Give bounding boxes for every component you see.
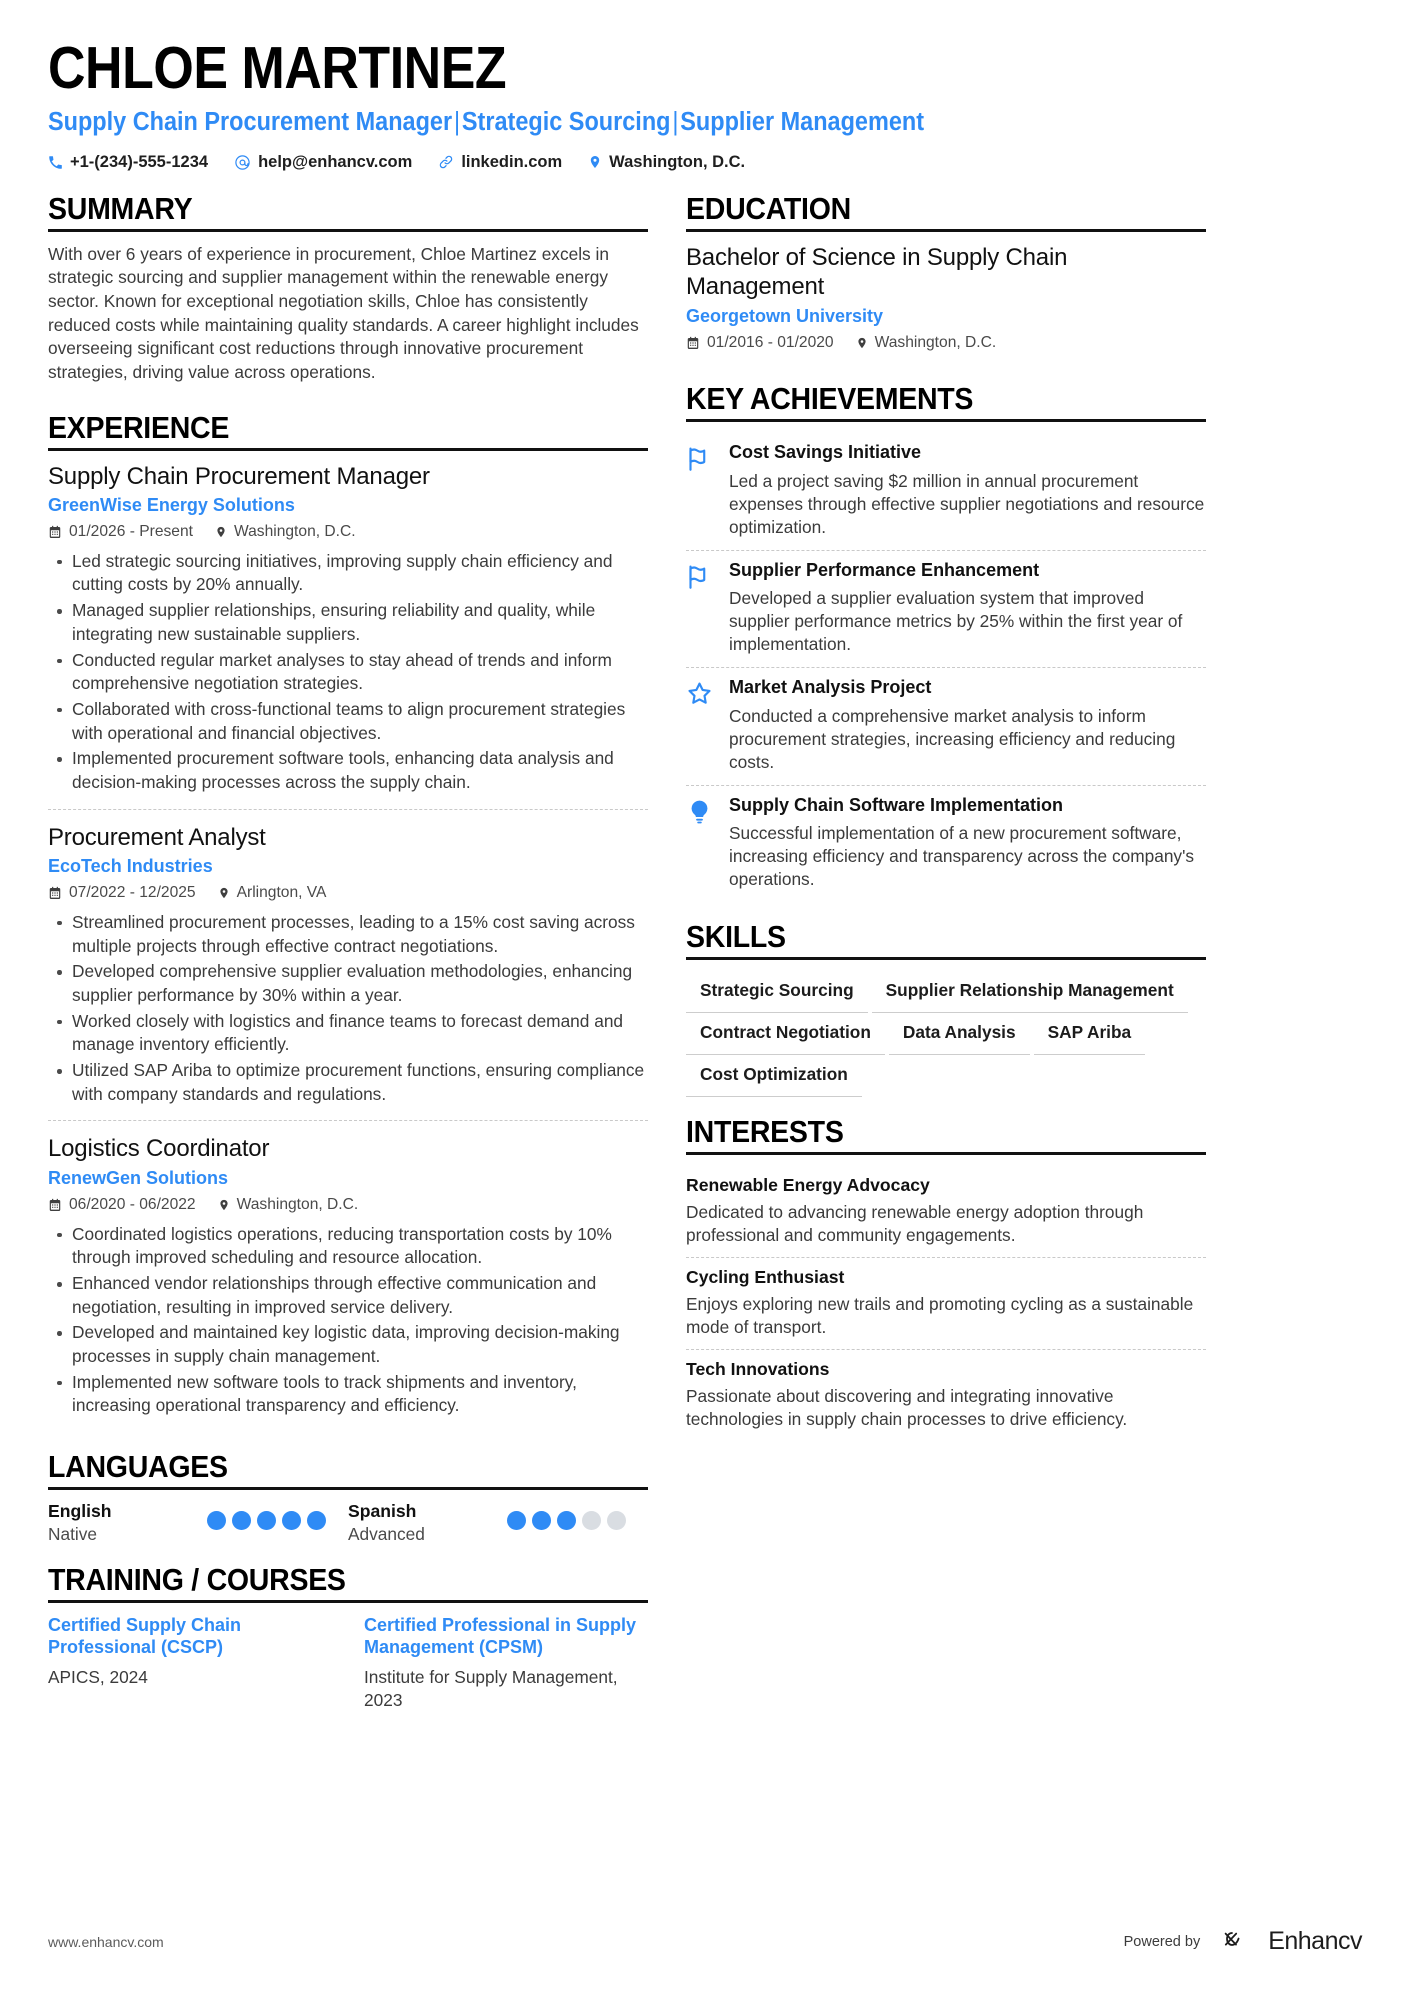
right-column [686,192,1206,1447]
entry-dates [48,884,196,902]
phone-icon [48,155,63,170]
section-title-education: EDUCATION [686,190,851,226]
entry-dates-value: 06/2020 - 06/2022 [69,1195,196,1213]
responsibility-list [48,550,648,795]
resume-columns [48,192,1362,1718]
company-name[interactable]: RenewGen Solutions [48,1167,229,1188]
link-icon [438,154,454,170]
contact-phone[interactable] [48,153,208,172]
degree-title: Bachelor of Science in Supply Chain Management [686,243,1068,300]
language-name: Spanish [348,1500,417,1521]
achievement-title: Market Analysis Project [729,677,932,698]
dot-filled [307,1511,326,1530]
achievement-item [686,785,1206,903]
responsibility-list [48,1223,648,1419]
language-level: Advanced [348,1523,425,1544]
entry-meta [686,334,1206,352]
page-title: CHLOE MARTINEZ [48,35,507,101]
section-title-experience: EXPERIENCE [48,409,230,445]
list-item: Conducted regular market analyses to stay ahead of trends and inform comprehensive negotiation strategies. [48,649,648,696]
interest-item [686,1166,1206,1257]
language-item [48,1501,348,1545]
interest-title: Cycling Enthusiast [686,1266,845,1287]
contact-location [588,153,745,172]
course-title[interactable]: Certified Supply Chain Professional (CSCP) [48,1614,242,1658]
dot-empty [582,1511,601,1530]
headline-part-1: Strategic Sourcing [461,107,671,136]
contact-location-value: Washington, D.C. [609,152,746,171]
skill-tag: Supplier Relationship Management [872,971,1188,1013]
language-name: English [48,1500,112,1521]
achievement-description: Conducted a comprehensive market analysis to inform procurement strategies, increasing efficiency and reducing costs. [729,705,1176,772]
section-training [48,1563,648,1712]
entry-location [218,1196,359,1214]
dot-filled [207,1511,226,1530]
location-pin-icon [215,525,227,539]
entry-meta [48,884,648,902]
list-item: Developed and maintained key logistic data, improving decision-making processes in supply chain management. [48,1321,648,1368]
interest-description: Passionate about discovering and integrating innovative technologies in supply chain processes to drive efficiency. [686,1385,1128,1429]
professional-headline [48,108,1257,137]
list-item: Worked closely with logistics and finance teams to forecast demand and manage inventory efficiently. [48,1010,648,1057]
achievement-title: Cost Savings Initiative [729,441,922,462]
course-item [364,1614,648,1712]
email-icon [234,154,251,171]
course-provider: Institute for Supply Management, 2023 [364,1666,618,1710]
school-name[interactable]: Georgetown University [686,306,884,327]
entry-location-value: Arlington, VA [236,883,327,901]
headline-separator: | [672,107,679,136]
section-title-achievements: KEY ACHIEVEMENTS [686,381,974,417]
section-title-interests: INTERESTS [686,1114,844,1149]
contact-row [48,153,1362,172]
page-footer [48,1926,1362,1957]
section-achievements [686,382,1206,902]
entry-meta [48,1196,648,1214]
course-title[interactable]: Certified Professional in Supply Management (CPSM) [364,1614,637,1658]
achievement-description: Led a project saving $2 million in annual procurement expenses through effective supplier negotiations and resource optimization. [729,470,1205,537]
list-item: Streamlined procurement processes, leading to a 15% cost saving across multiple projects through effective contract negotiations. [48,911,648,958]
list-item: Enhanced vendor relationships through effective communication and negotiation, resulting in improved service delivery. [48,1272,648,1319]
job-title: Procurement Analyst [48,823,266,851]
language-item [348,1501,648,1545]
resume-header [48,35,1362,172]
course-item [48,1614,332,1712]
location-pin-icon [856,336,868,350]
entry-dates-value: 01/2026 - Present [69,522,193,540]
course-list [48,1614,648,1712]
achievement-item [686,667,1206,785]
contact-linkedin[interactable] [438,153,562,172]
interest-title: Renewable Energy Advocacy [686,1174,930,1195]
footer-branding [1124,1926,1362,1957]
headline-part-2: Supplier Management [680,107,925,136]
summary-text: With over 6 years of experience in procurement, Chloe Martinez excels in strategic sourcing and supplier management within the renewable energy sector. Known for exceptional negotiation skills, Chloe has consistently reduced costs while maintaining quality standards. A career highlight includes overseeing significant cost reductions through innovative procurement strategies, driving value across operations. [48,243,639,383]
contact-phone-value: +1-(234)-555-1234 [70,152,209,171]
entry-dates-value: 07/2022 - 12/2025 [69,883,196,901]
skill-tag: Cost Optimization [686,1055,862,1097]
section-languages [48,1450,648,1545]
skill-tag: Strategic Sourcing [686,971,868,1013]
flag-icon [686,560,716,657]
headline-part-0: Supply Chain Procurement Manager [48,107,453,136]
achievement-title: Supply Chain Software Implementation [729,794,1064,815]
left-column [48,192,648,1718]
calendar-icon [686,336,700,350]
list-item: Led strategic sourcing initiatives, improving supply chain efficiency and cutting costs by 20% annually. [48,550,648,597]
footer-brand-name: Enhancv [1268,1927,1362,1955]
footer-url[interactable]: www.enhancv.com [48,1933,164,1950]
job-title: Logistics Coordinator [48,1135,270,1163]
achievement-title: Supplier Performance Enhancement [729,559,1040,580]
company-name[interactable]: GreenWise Energy Solutions [48,494,295,515]
section-title-summary: SUMMARY [48,190,193,226]
achievement-description: Successful implementation of a new procurement software, increasing efficiency and transparency across the company's operations. [729,823,1195,890]
achievement-item [686,550,1206,668]
location-pin-icon [218,1198,230,1212]
list-item: Implemented new software tools to track shipments and inventory, increasing operational transparency and efficiency. [48,1371,648,1418]
experience-entry [48,1120,648,1432]
entry-location-value: Washington, D.C. [233,522,356,540]
location-pin-icon [218,886,230,900]
entry-meta [48,523,648,541]
company-name[interactable]: EcoTech Industries [48,855,213,876]
skill-tag: SAP Ariba [1034,1013,1146,1055]
section-interests [686,1115,1206,1441]
achievement-description: Developed a supplier evaluation system that improved supplier performance metrics by 25% within the first year of implementation. [729,588,1183,655]
flag-icon [686,442,716,539]
list-item: Coordinated logistics operations, reducing transportation costs by 10% through improved scheduling and resource allocation. [48,1223,648,1270]
interest-item [686,1349,1206,1441]
dot-filled [532,1511,551,1530]
interest-description: Dedicated to advancing renewable energy adoption through professional and community engagements. [686,1201,1144,1245]
achievement-item [686,433,1206,550]
contact-email[interactable] [234,153,412,172]
language-proficiency-dots [207,1501,348,1530]
lightbulb-icon [686,795,716,892]
dot-filled [507,1511,526,1530]
calendar-icon [48,886,62,900]
entry-location [215,523,356,541]
headline-separator: | [453,107,461,136]
footer-powered-by-label: Powered by [1123,1933,1201,1950]
list-item: Managed supplier relationships, ensuring reliability and quality, while integrating new sustainable suppliers. [48,599,648,646]
dot-empty [607,1511,626,1530]
language-level: Native [48,1523,97,1544]
entry-location-value: Washington, D.C. [874,334,997,352]
entry-dates [686,334,834,352]
skill-list [686,971,1206,1097]
entry-location [856,334,997,352]
interest-description: Enjoys exploring new trails and promoting cycling as a sustainable mode of transport. [686,1293,1194,1337]
contact-linkedin-value: linkedin.com [461,152,563,171]
education-entry [686,243,1206,365]
entry-location-value: Washington, D.C. [236,1195,359,1213]
calendar-icon [48,1198,62,1212]
section-experience [48,411,648,1432]
contact-email-value: help@enhancv.com [258,152,413,171]
section-education [686,192,1206,364]
dot-filled [282,1511,301,1530]
experience-entry [48,809,648,1121]
location-pin-icon [588,154,602,170]
list-item: Developed comprehensive supplier evaluation methodologies, enhancing supplier performance by 30% within a year. [48,960,648,1007]
entry-location [218,884,327,902]
entry-dates [48,523,193,541]
interest-title: Tech Innovations [686,1358,830,1379]
enhancv-logo-icon [1212,1926,1256,1957]
dot-filled [232,1511,251,1530]
language-list [48,1501,648,1545]
responsibility-list [48,911,648,1107]
entry-dates [48,1196,196,1214]
dot-filled [557,1511,576,1530]
section-summary [48,192,648,385]
list-item: Utilized SAP Ariba to optimize procurement functions, ensuring compliance with company standards and regulations. [48,1059,648,1106]
skill-tag: Contract Negotiation [686,1013,885,1055]
list-item: Implemented procurement software tools, enhancing data analysis and decision-making processes across the supply chain. [48,747,648,794]
skill-tag: Data Analysis [889,1013,1030,1055]
dot-filled [257,1511,276,1530]
calendar-icon [48,525,62,539]
job-title: Supply Chain Procurement Manager [48,462,430,490]
list-item: Collaborated with cross-functional teams to align procurement strategies with operational and financial objectives. [48,698,648,745]
section-title-languages: LANGUAGES [48,1449,228,1485]
interest-item [686,1257,1206,1349]
section-skills [686,920,1206,1097]
course-provider: APICS, 2024 [48,1666,148,1687]
entry-dates-value: 01/2016 - 01/2020 [707,334,834,352]
language-proficiency-dots [507,1501,648,1530]
section-title-skills: SKILLS [686,919,786,955]
section-title-training: TRAINING / COURSES [48,1561,346,1597]
star-icon [686,677,716,774]
experience-entry [48,462,648,809]
